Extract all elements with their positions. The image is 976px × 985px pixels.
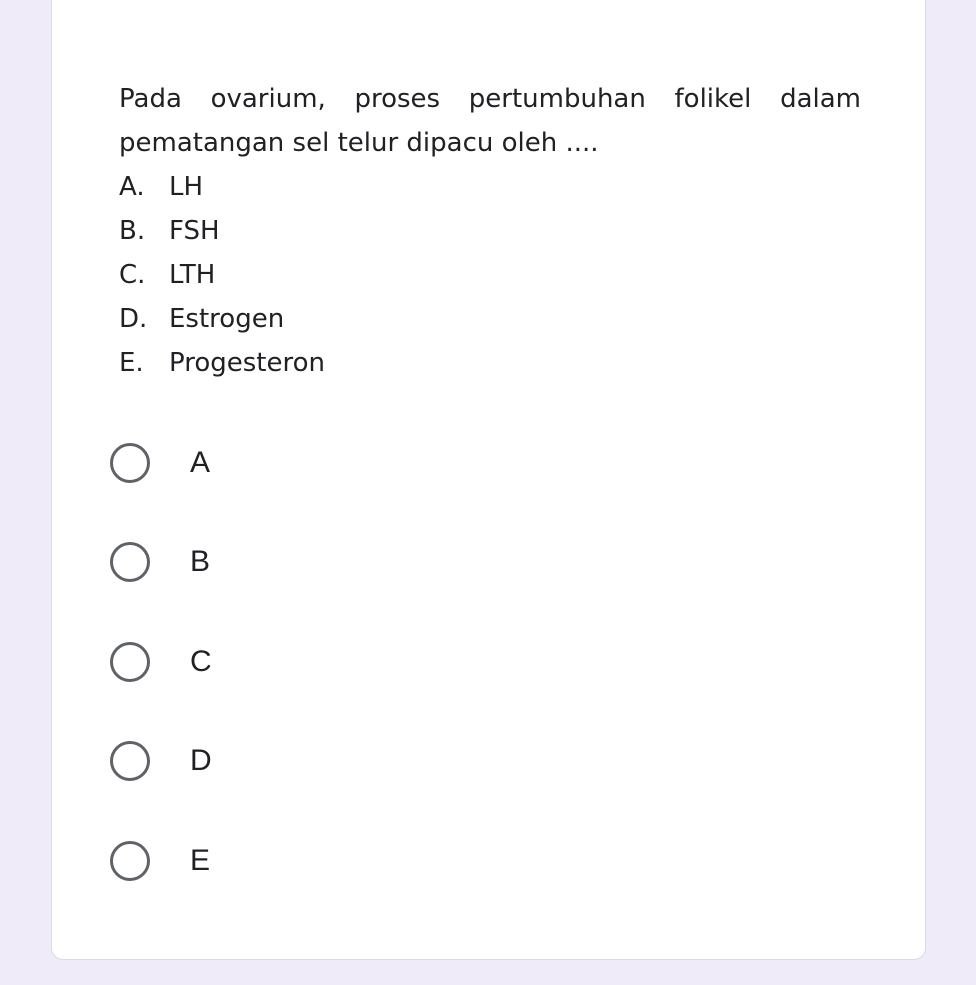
- radio-button-icon[interactable]: [110, 841, 150, 881]
- option-item-a: [119, 165, 861, 209]
- radio-option-b[interactable]: [110, 513, 212, 613]
- radio-button-icon[interactable]: [110, 443, 150, 483]
- option-item-d: [119, 297, 861, 341]
- answer-radio-group: [110, 413, 212, 911]
- question-text: Pada ovarium, proses pertumbuhan folikel dalam pematangan sel telur dipacu oleh ....: [119, 84, 861, 158]
- option-list: [119, 165, 861, 385]
- option-text: FSH: [169, 216, 220, 246]
- radio-label: D: [190, 744, 212, 778]
- option-text: LH: [169, 172, 204, 202]
- option-letter: D.: [119, 304, 148, 334]
- option-text: LTH: [169, 260, 216, 290]
- option-letter: C.: [119, 260, 146, 290]
- option-text: Estrogen: [169, 304, 285, 334]
- radio-option-a[interactable]: [110, 413, 212, 513]
- option-item-b: [119, 209, 861, 253]
- option-letter: A.: [119, 172, 145, 202]
- option-letter: E.: [119, 348, 144, 378]
- radio-label: B: [190, 545, 211, 579]
- radio-label: C: [190, 644, 212, 678]
- radio-option-e[interactable]: [110, 811, 212, 911]
- question-card: [51, 0, 926, 960]
- question-image: [119, 77, 861, 385]
- option-text: Progesteron: [169, 348, 325, 378]
- option-letter: B.: [119, 216, 146, 246]
- radio-button-icon[interactable]: [110, 642, 150, 682]
- option-item-c: [119, 253, 861, 297]
- radio-label: A: [190, 445, 211, 479]
- radio-button-icon[interactable]: [110, 542, 150, 582]
- radio-label: E: [190, 843, 211, 877]
- radio-button-icon[interactable]: [110, 741, 150, 781]
- option-item-e: [119, 341, 861, 385]
- radio-option-c[interactable]: [110, 612, 212, 712]
- radio-option-d[interactable]: [110, 712, 212, 812]
